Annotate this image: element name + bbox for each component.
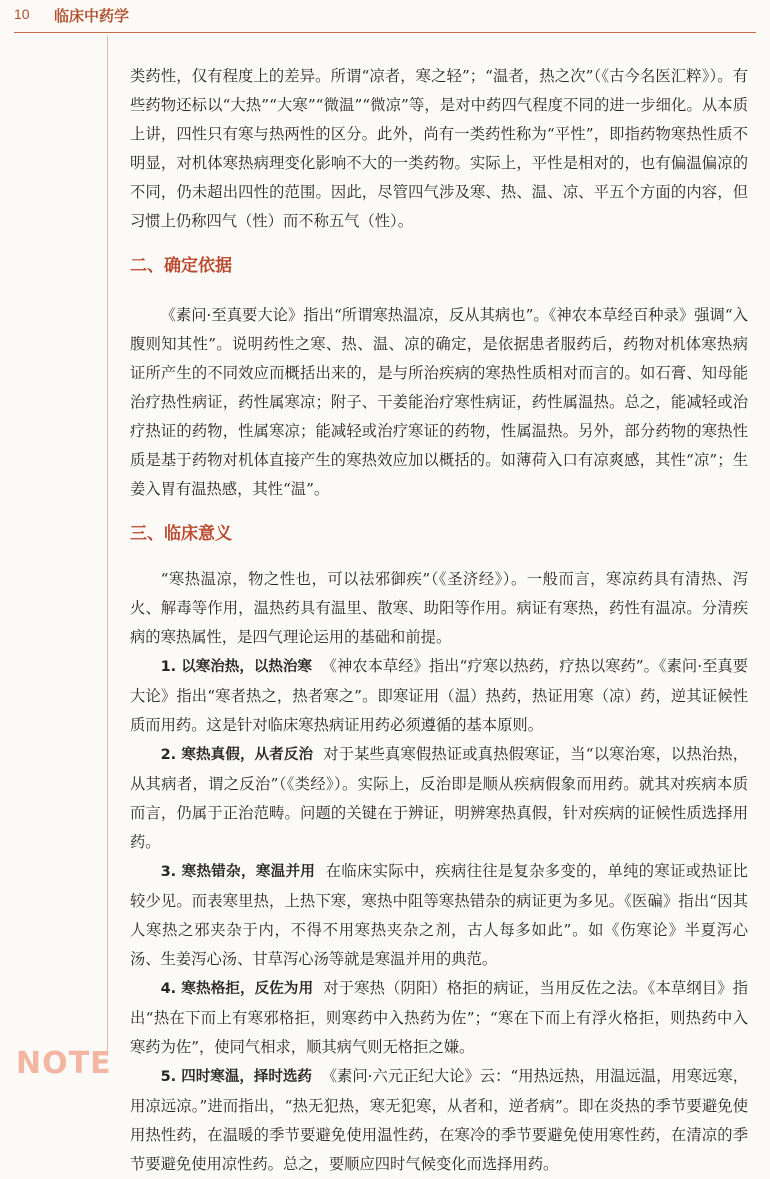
item-lead: 1. 以寒治热，以热治寒 [160, 659, 312, 675]
list-item [130, 1062, 748, 1179]
item-text: 在临床实际中，疾病往往是复杂多变的，单纯的寒证或热证比较少见。而表寒里热，上热下寒，寒热中阻等寒热错杂的病证更为多见。《医碥》指出“因其人寒热之邪夹杂于内，不得不用寒热夹杂之剂，古人每多如此”。如《伤寒论》半夏泻心汤、生姜泻心汤、甘草泻心汤等就是寒温并用的典范。 [130, 862, 748, 968]
item-text: 对于某些真寒假热证或真热假寒证，当“以寒治寒，以热治热，从其病者，谓之反治”（《类经》）。实际上，反治即是顺从疾病假象而用药。就其对疾病本质而言，仍属于正治范畴。问题的关键在于辨证，明辨寒热真假，针对疾病的证候性质选择用药。 [130, 745, 748, 851]
header-divider [14, 32, 756, 33]
item-lead: 5. 四时寒温，择时选药 [160, 1069, 312, 1085]
item-text: 《神农本草经》指出“疗寒以热药，疗热以寒药”。《素问·至真要大论》指出“寒者热之，热者寒之”。即寒证用（温）热药，热证用寒（凉）药，逆其证候性质而用药。这是针对临床寒热病证用药必须遵循的基本原则。 [130, 657, 748, 734]
note-margin-label: NOTE [16, 1046, 112, 1081]
page-number: 10 [14, 6, 30, 22]
item-text: 《素问·六元正纪大论》云：“用热远热，用温远温，用寒远寒，用凉远凉。”进而指出，“热无犯热，寒无犯寒，从者和，逆者病”。即在炎热的季节要避免使用热性药，在温暖的季节要避免使用温性药，在寒冷的季节要避免使用寒性药，在清凉的季节要避免使用凉性药。总之，要顺应四时气候变化而选择用药。 [130, 1067, 748, 1173]
list-item [130, 857, 748, 974]
book-title: 临床中药学 [54, 7, 130, 25]
margin-divider [107, 36, 108, 1056]
section-heading-significance: 三、临床意义 [130, 524, 232, 544]
page-content [130, 62, 748, 1179]
list-item [130, 974, 748, 1062]
page-header [0, 0, 770, 36]
section-significance-paragraph: “寒热温凉，物之性也，可以祛邪御疾”（《圣济经》）。一般而言，寒凉药具有清热、泻火、解毒等作用，温热药具有温里、散寒、助阳等作用。病证有寒热，药性有温凉。分清疾病的寒热属性，是四气理论运用的基础和前提。 [130, 570, 748, 646]
list-item [130, 652, 748, 740]
item-lead: 3. 寒热错杂，寒温并用 [160, 864, 316, 880]
intro-paragraph: 类药性，仅有程度上的差异。所谓“凉者，寒之轻”；“温者，热之次”（《古今名医汇粹》）。有些药物还标以“大热”“大寒”“微温”“微凉”等，是对中药四气程度不同的进一步细化。从本质上讲，四性只有寒与热两性的区分。此外，尚有一类药性称为“平性”，即指药物寒热性质不明显，对机体寒热病理变化影响不大的一类药物。实际上，平性是相对的，也有偏温偏凉的不同，仍未超出四性的范围。因此，尽管四气涉及寒、热、温、凉、平五个方面的内容，但习惯上仍称四气（性）而不称五气（性）。 [130, 67, 748, 230]
section-basis-paragraph: 《素问·至真要大论》指出“所谓寒热温凉，反从其病也”。《神农本草经百种录》强调“入腹则知其性”。说明药性之寒、热、温、凉的确定，是依据患者服药后，药物对机体寒热病证所产生的不同效应而概括出来的，是与所治疾病的寒热性质相对而言的。如石膏、知母能治疗热性病证，药性属寒凉；附子、干姜能治疗寒性病证，药性属温热。总之，能减轻或治疗热证的药物，性属寒凉；能减轻或治疗寒证的药物，性属温热。另外，部分药物的寒热性质是基于药物对机体直接产生的寒热效应加以概括的。如薄荷入口有凉爽感，其性“凉”；生姜入胃有温热感，其性“温”。 [130, 306, 748, 498]
item-text: 对于寒热（阴阳）格拒的病证，当用反佐之法。《本草纲目》指出“热在下而上有寒邪格拒，则寒药中入热药为佐”；“寒在下而上有浮火格拒，则热药中入寒药为佐”，使同气相求，顺其病气则无格拒之嫌。 [130, 979, 748, 1056]
section-heading-basis: 二、确定依据 [130, 256, 232, 276]
item-lead: 2. 寒热真假，从者反治 [160, 747, 314, 763]
list-item [130, 740, 748, 857]
item-lead: 4. 寒热格拒，反佐为用 [160, 981, 314, 997]
